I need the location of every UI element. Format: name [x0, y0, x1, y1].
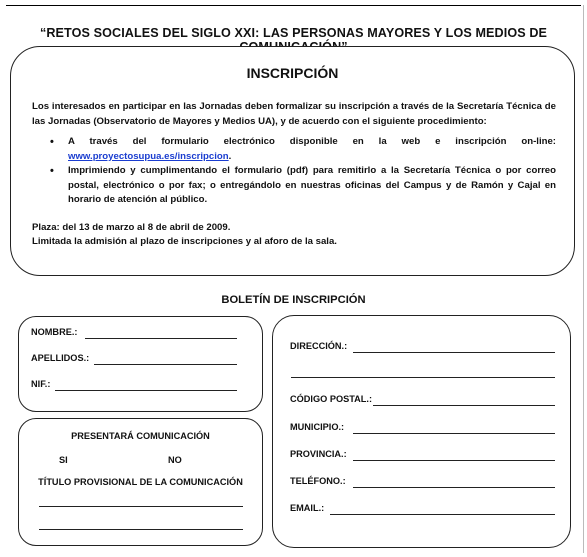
nif-field[interactable]	[55, 390, 237, 391]
nif-label: NIF.:	[31, 379, 51, 389]
telefono-label: TELÉFONO.:	[290, 476, 346, 486]
apellidos-label: APELLIDOS.:	[31, 353, 90, 363]
titulo-field-line-1[interactable]	[39, 506, 243, 507]
direccion-label: DIRECCIÓN.:	[290, 341, 348, 351]
list-item	[50, 164, 556, 208]
inscripcion-title: INSCRIPCIÓN	[246, 65, 339, 81]
municipio-label: MUNICIPIO.:	[290, 422, 345, 432]
nombre-field[interactable]	[85, 338, 237, 339]
option-no[interactable]: NO	[168, 455, 182, 465]
communication-title: PRESENTARÁ COMUNICACIÓN	[71, 431, 210, 441]
item1-text: A través del formulario electrónico disponible en la web e inscripción on-line:	[68, 136, 556, 147]
inscripcion-link[interactable]: www.proyectosupua.es/inscripcion	[68, 150, 229, 162]
personal-data-panel	[18, 316, 263, 412]
provincia-field[interactable]	[353, 460, 555, 461]
apellidos-field[interactable]	[94, 364, 237, 365]
email-field[interactable]	[330, 514, 555, 515]
titulo-field-line-2[interactable]	[39, 529, 243, 530]
codigo-postal-label: CÓDIGO POSTAL.:	[290, 394, 373, 404]
top-rule	[6, 5, 581, 6]
inscripcion-intro: Los interesados en participar en las Jornadas deben formalizar su inscripción a través de la Secretaría Técnica de las Jornadas (Observatorio de Mayores y Medios UA), y de acuerdo con el siguiente procedimiento:	[32, 101, 556, 127]
provincia-label: PROVINCIA.:	[290, 449, 347, 459]
codigo-postal-field[interactable]	[373, 405, 555, 406]
nombre-label: NOMBRE.:	[31, 327, 78, 337]
item1-end: .	[228, 150, 232, 162]
inscripcion-body	[32, 100, 556, 250]
titulo-label: TÍTULO PROVISIONAL DE LA COMUNICACIÓN	[38, 477, 243, 487]
inscripcion-panel	[10, 46, 575, 276]
address-panel	[272, 315, 571, 548]
boletin-title: BOLETÍN DE INSCRIPCIÓN	[221, 294, 366, 306]
procedure-list	[32, 135, 556, 208]
telefono-field[interactable]	[353, 487, 555, 488]
list-item	[50, 135, 556, 164]
direccion-field[interactable]	[353, 352, 555, 353]
communication-panel	[18, 418, 263, 546]
municipio-field[interactable]	[353, 433, 555, 434]
item2-text: Imprimiendo y cumplimentando el formulario (pdf) para remitirlo a la Secretaría Técnica o por correo postal, electrónico o por fax; o entregándolo en nuestras oficinas del Campus y de Ramón y Cajal en horario de atención al público.	[68, 165, 556, 205]
bullet-icon: •	[50, 136, 54, 148]
direccion-field-line-2[interactable]	[291, 377, 555, 378]
email-label: EMAIL.:	[290, 503, 325, 513]
plaza-limit: Limitada la admisión al plazo de inscripciones y al aforo de la sala.	[32, 236, 337, 247]
bullet-icon: •	[50, 165, 54, 177]
page-title: “RETOS SOCIALES DEL SIGLO XXI: LAS PERSONAS MAYORES Y LOS MEDIOS DE	[39, 26, 548, 40]
option-si[interactable]: SI	[59, 455, 68, 465]
plaza-dates: Plaza: del 13 de marzo al 8 de abril de 2009.	[32, 221, 231, 233]
